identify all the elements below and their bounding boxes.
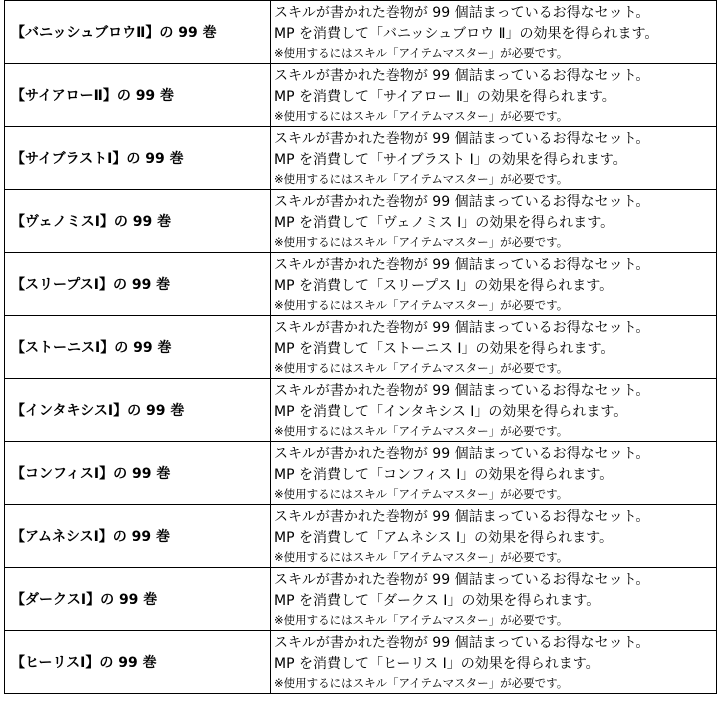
- description-line: スキルが書かれた巻物が 99 個詰まっているお得なセット。: [274, 508, 650, 525]
- requirement-note: ※使用するにはスキル「アイテムマスター」が必要です。: [274, 612, 569, 627]
- table-row: [5, 631, 717, 694]
- requirement-note: ※使用するにはスキル「アイテムマスター」が必要です。: [274, 171, 569, 186]
- item-description: [271, 1, 717, 64]
- item-description: [271, 505, 717, 568]
- table-row: [5, 190, 717, 253]
- description-line: MP を消費して「バニッシュブロウ Ⅱ」の効果を得られます。: [274, 25, 659, 42]
- item-description: [271, 190, 717, 253]
- item-table-body: [5, 1, 717, 694]
- description-line: MP を消費して「ヒーリス Ⅰ」の効果を得られます。: [274, 655, 600, 672]
- description-line: スキルが書かれた巻物が 99 個詰まっているお得なセット。: [274, 130, 650, 147]
- requirement-note: ※使用するにはスキル「アイテムマスター」が必要です。: [274, 108, 569, 123]
- table-row: [5, 253, 717, 316]
- item-description: [271, 127, 717, 190]
- table-row: [5, 64, 717, 127]
- item-description: [271, 316, 717, 379]
- description-line: スキルが書かれた巻物が 99 個詰まっているお得なセット。: [274, 4, 650, 21]
- description-line: スキルが書かれた巻物が 99 個詰まっているお得なセット。: [274, 634, 650, 651]
- item-description: [271, 253, 717, 316]
- item-description: [271, 379, 717, 442]
- description-line: スキルが書かれた巻物が 99 個詰まっているお得なセット。: [274, 256, 650, 273]
- description-line: スキルが書かれた巻物が 99 個詰まっているお得なセット。: [274, 193, 650, 210]
- table-row: [5, 379, 717, 442]
- table-row: [5, 1, 717, 64]
- item-name: 【アムネシスⅠ】の 99 巻: [5, 505, 271, 568]
- description-line: MP を消費して「コンフィス Ⅰ」の効果を得られます。: [274, 466, 614, 483]
- table-row: [5, 316, 717, 379]
- item-description: [271, 64, 717, 127]
- requirement-note: ※使用するにはスキル「アイテムマスター」が必要です。: [274, 234, 569, 249]
- description-line: MP を消費して「ストーニス Ⅰ」の効果を得られます。: [274, 340, 615, 357]
- item-name: 【バニッシュブロウⅡ】の 99 巻: [5, 1, 271, 64]
- requirement-note: ※使用するにはスキル「アイテムマスター」が必要です。: [274, 549, 569, 564]
- item-name: 【サイブラストⅠ】の 99 巻: [5, 127, 271, 190]
- item-name: 【ダークスⅠ】の 99 巻: [5, 568, 271, 631]
- description-line: スキルが書かれた巻物が 99 個詰まっているお得なセット。: [274, 571, 650, 588]
- table-row: [5, 127, 717, 190]
- description-line: スキルが書かれた巻物が 99 個詰まっているお得なセット。: [274, 67, 650, 84]
- table-row: [5, 442, 717, 505]
- requirement-note: ※使用するにはスキル「アイテムマスター」が必要です。: [274, 675, 569, 690]
- description-line: MP を消費して「ヴェノミス Ⅰ」の効果を得られます。: [274, 214, 615, 231]
- description-line: MP を消費して「サイブラスト Ⅰ」の効果を得られます。: [274, 151, 627, 168]
- item-table: [4, 0, 717, 694]
- item-name: 【サイアローⅡ】の 99 巻: [5, 64, 271, 127]
- item-name: 【コンフィスⅠ】の 99 巻: [5, 442, 271, 505]
- description-line: スキルが書かれた巻物が 99 個詰まっているお得なセット。: [274, 382, 650, 399]
- requirement-note: ※使用するにはスキル「アイテムマスター」が必要です。: [274, 486, 569, 501]
- description-line: スキルが書かれた巻物が 99 個詰まっているお得なセット。: [274, 319, 650, 336]
- item-description: [271, 568, 717, 631]
- description-line: MP を消費して「ダークス Ⅰ」の効果を得られます。: [274, 592, 601, 609]
- requirement-note: ※使用するにはスキル「アイテムマスター」が必要です。: [274, 423, 569, 438]
- description-line: MP を消費して「インタキシス Ⅰ」の効果を得られます。: [274, 403, 628, 420]
- item-name: 【インタキシスⅠ】の 99 巻: [5, 379, 271, 442]
- table-row: [5, 505, 717, 568]
- item-name: 【ストーニスⅠ】の 99 巻: [5, 316, 271, 379]
- requirement-note: ※使用するにはスキル「アイテムマスター」が必要です。: [274, 45, 569, 60]
- description-line: MP を消費して「サイアロー Ⅱ」の効果を得られます。: [274, 88, 616, 105]
- item-name: 【ヴェノミスⅠ】の 99 巻: [5, 190, 271, 253]
- requirement-note: ※使用するにはスキル「アイテムマスター」が必要です。: [274, 297, 569, 312]
- item-name: 【ヒーリスⅠ】の 99 巻: [5, 631, 271, 694]
- description-line: スキルが書かれた巻物が 99 個詰まっているお得なセット。: [274, 445, 650, 462]
- description-line: MP を消費して「アムネシス Ⅰ」の効果を得られます。: [274, 529, 614, 546]
- table-row: [5, 568, 717, 631]
- item-description: [271, 442, 717, 505]
- requirement-note: ※使用するにはスキル「アイテムマスター」が必要です。: [274, 360, 569, 375]
- item-name: 【スリープスⅠ】の 99 巻: [5, 253, 271, 316]
- description-line: MP を消費して「スリープス Ⅰ」の効果を得られます。: [274, 277, 614, 294]
- item-description: [271, 631, 717, 694]
